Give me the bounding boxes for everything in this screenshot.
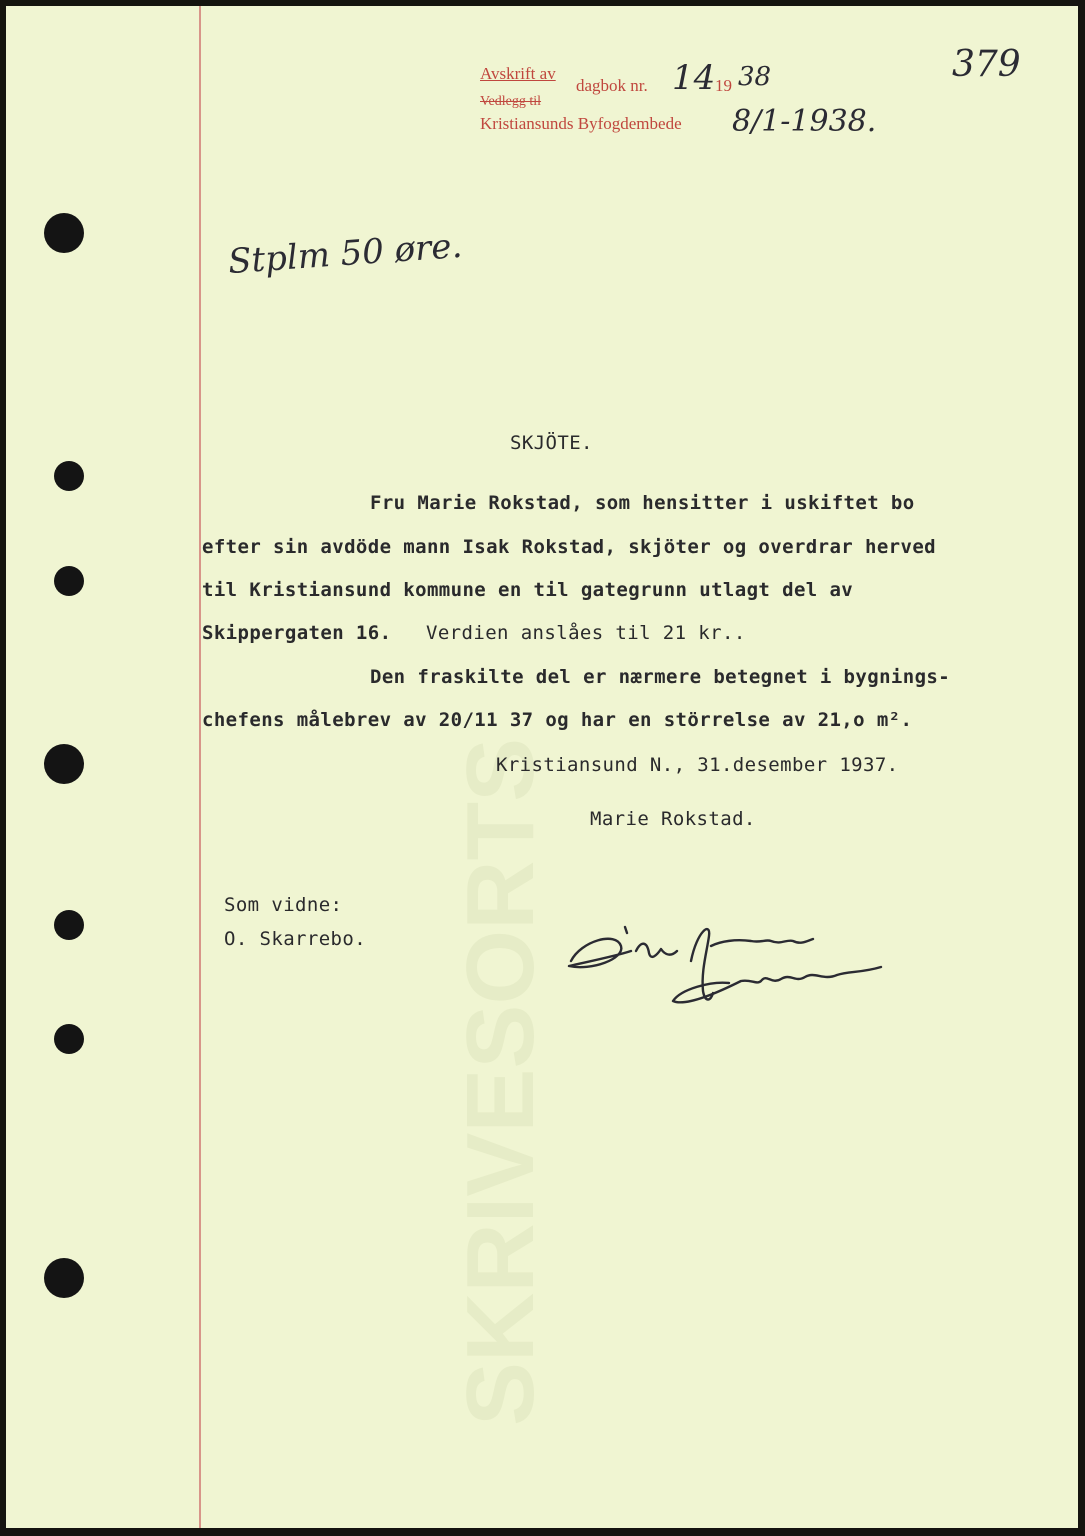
binder-hole <box>54 1024 84 1054</box>
handwritten-signature <box>561 911 911 1021</box>
stamp-office: Kristiansunds Byfogdembede <box>480 114 682 133</box>
binder-hole <box>44 213 84 253</box>
binder-hole <box>44 744 84 784</box>
binder-hole <box>54 461 84 491</box>
binder-hole <box>44 1258 84 1298</box>
document-page <box>6 6 1078 1528</box>
dagbok-number: 14 <box>672 58 716 98</box>
document-title: SKJÖTE. <box>510 432 593 454</box>
paragraph-line: til Kristiansund kommune en til gategrunn utlagt del av <box>202 579 854 601</box>
binder-hole <box>54 910 84 940</box>
paragraph-line: Skippergaten 16. <box>202 622 392 644</box>
stamp-duty-note: Stplm 50 øre. <box>226 225 464 283</box>
paragraph-line: Fru Marie Rokstad, som hensitter i uskiftet bo <box>370 492 915 514</box>
binder-hole <box>54 566 84 596</box>
paragraph-line: efter sin avdöde mann Isak Rokstad, skjöter og overdrar herved <box>202 536 937 558</box>
watermark: SKRIVESORTS <box>447 737 554 1426</box>
paragraph-line: Den fraskilte del er nærmere betegnet i bygnings- <box>370 666 951 688</box>
witness-label: Som vidne: <box>224 894 343 916</box>
stamp-year: 19 <box>715 76 732 95</box>
witness-name: O. Skarrebo. <box>224 928 367 950</box>
place-date: Kristiansund N., 31.desember 1937. <box>496 754 899 776</box>
paragraph-line: chefens målebrev av 20/11 37 og har en störrelse av 21,o m². <box>202 709 913 731</box>
year-written: 38 <box>738 62 772 92</box>
margin-line <box>199 6 201 1528</box>
page-number: 379 <box>952 44 1021 85</box>
stamp-vedlegg: Vedlegg til <box>480 94 542 109</box>
stamp-avskrift: Avskrift av <box>480 64 556 83</box>
paragraph-line-tail: Verdien anslåes til 21 kr.. <box>426 622 746 644</box>
stamp-dagbok: dagbok nr. <box>576 76 648 95</box>
date-written: 8/1-1938. <box>732 104 877 139</box>
signatory-name: Marie Rokstad. <box>590 808 756 830</box>
